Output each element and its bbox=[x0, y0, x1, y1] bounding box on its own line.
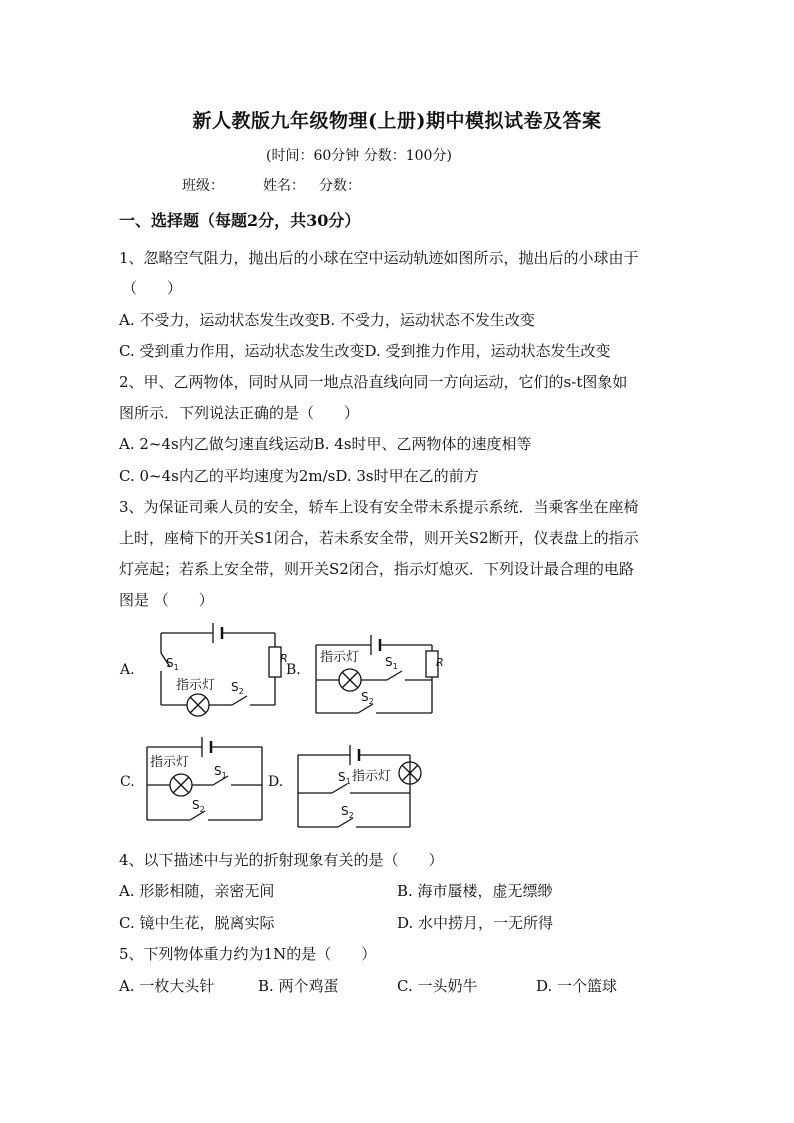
q4-option-c: C. 镜中生花，脱离实际 bbox=[119, 914, 275, 932]
q4-option-d: D. 水中捞月，一无所得 bbox=[397, 914, 554, 932]
circuit-d-s2-label: $S_2$ bbox=[341, 804, 354, 820]
circuit-a-s1-label: $S_1$ bbox=[166, 656, 179, 672]
circuit-a-lamp-label: 指示灯 bbox=[176, 678, 216, 693]
q4-option-b: B. 海市蜃楼，虚无缥缈 bbox=[397, 882, 553, 900]
q5-stem: 5、下列物体重力约为1N的是（ ） bbox=[119, 945, 377, 963]
q3-option-d-label: D. bbox=[268, 774, 284, 790]
circuit-b-r-label: R bbox=[436, 656, 444, 669]
circuit-b-lamp-label: 指示灯 bbox=[320, 650, 360, 665]
q4-option-a: A. 形影相随，亲密无间 bbox=[119, 882, 275, 900]
q4-stem: 4、以下描述中与光的折射现象有关的是（ ） bbox=[119, 851, 444, 869]
circuit-b bbox=[316, 635, 438, 713]
name-label: 姓名： bbox=[263, 178, 305, 194]
q3-stem-line4: 图是 （ ） bbox=[119, 591, 214, 609]
time-score-line: (时间：60分钟 分数：100分) bbox=[266, 148, 452, 164]
q3-stem-line2: 上时，座椅下的开关S1闭合，若未系安全带，则开关S2断开，仪表盘上的指示 bbox=[119, 529, 639, 547]
q1-options-line2: C. 受到重力作用，运动状态发生改变D. 受到推力作用，运动状态发生改变 bbox=[119, 342, 611, 360]
section-heading: 一、选择题（每题2分，共30分） bbox=[119, 211, 361, 230]
q2-options-line1: A. 2~4s内乙做匀速直线运动B. 4s时甲、乙两物体的速度相等 bbox=[119, 435, 532, 453]
circuit-d-lamp-label: 指示灯 bbox=[352, 769, 392, 784]
circuit-d-s1-label: $S_1$ bbox=[338, 770, 351, 786]
circuit-a-r-label: R bbox=[280, 652, 288, 665]
page-title: 新人教版九年级物理(上册)期中模拟试卷及答案 bbox=[192, 110, 602, 132]
q5-option-c: C. 一头奶牛 bbox=[397, 977, 478, 995]
q1-stem-line1: 1、忽略空气阻力，抛出后的小球在空中运动轨迹如图所示，抛出后的小球由于 bbox=[119, 249, 639, 267]
q1-stem-line2: （ ） bbox=[122, 279, 183, 297]
circuit-d bbox=[298, 745, 421, 827]
circuit-c-lamp-label: 指示灯 bbox=[150, 755, 190, 770]
circuit-diagrams bbox=[0, 615, 794, 855]
circuit-a bbox=[161, 623, 281, 716]
q3-option-b-label: B. bbox=[286, 662, 301, 678]
q2-options-line2: C. 0~4s内乙的平均速度为2m/sD. 3s时甲在乙的前方 bbox=[119, 467, 479, 485]
q1-options-line1: A. 不受力，运动状态发生改变B. 不受力，运动状态不发生改变 bbox=[119, 311, 535, 329]
class-label: 班级： bbox=[182, 178, 224, 194]
q5-option-d: D. 一个篮球 bbox=[536, 977, 618, 995]
q5-option-a: A. 一枚大头针 bbox=[119, 977, 215, 995]
circuit-c-s2-label: $S_2$ bbox=[192, 798, 205, 814]
circuit-c-s1-label: $S_1$ bbox=[214, 764, 227, 780]
q2-stem-line2: 图所示．下列说法正确的是（ ） bbox=[119, 404, 360, 422]
circuit-a-s2-label: $S_2$ bbox=[231, 680, 244, 696]
q3-option-c-label: C. bbox=[120, 774, 135, 790]
q3-stem-line1: 3、为保证司乘人员的安全，轿车上设有安全带未系提示系统．当乘客坐在座椅 bbox=[119, 498, 639, 516]
q2-stem-line1: 2、甲、乙两物体，同时从同一地点沿直线向同一方向运动，它们的s-t图象如 bbox=[119, 373, 628, 391]
q3-option-a-label: A. bbox=[120, 662, 135, 678]
q5-option-b: B. 两个鸡蛋 bbox=[258, 977, 339, 995]
circuit-b-s1-label: $S_1$ bbox=[385, 655, 398, 671]
circuit-b-s2-label: $S_2$ bbox=[361, 690, 374, 706]
score-label: 分数： bbox=[319, 178, 361, 194]
q3-stem-line3: 灯亮起；若系上安全带，则开关S2闭合，指示灯熄灭．下列设计最合理的电路 bbox=[119, 560, 634, 578]
